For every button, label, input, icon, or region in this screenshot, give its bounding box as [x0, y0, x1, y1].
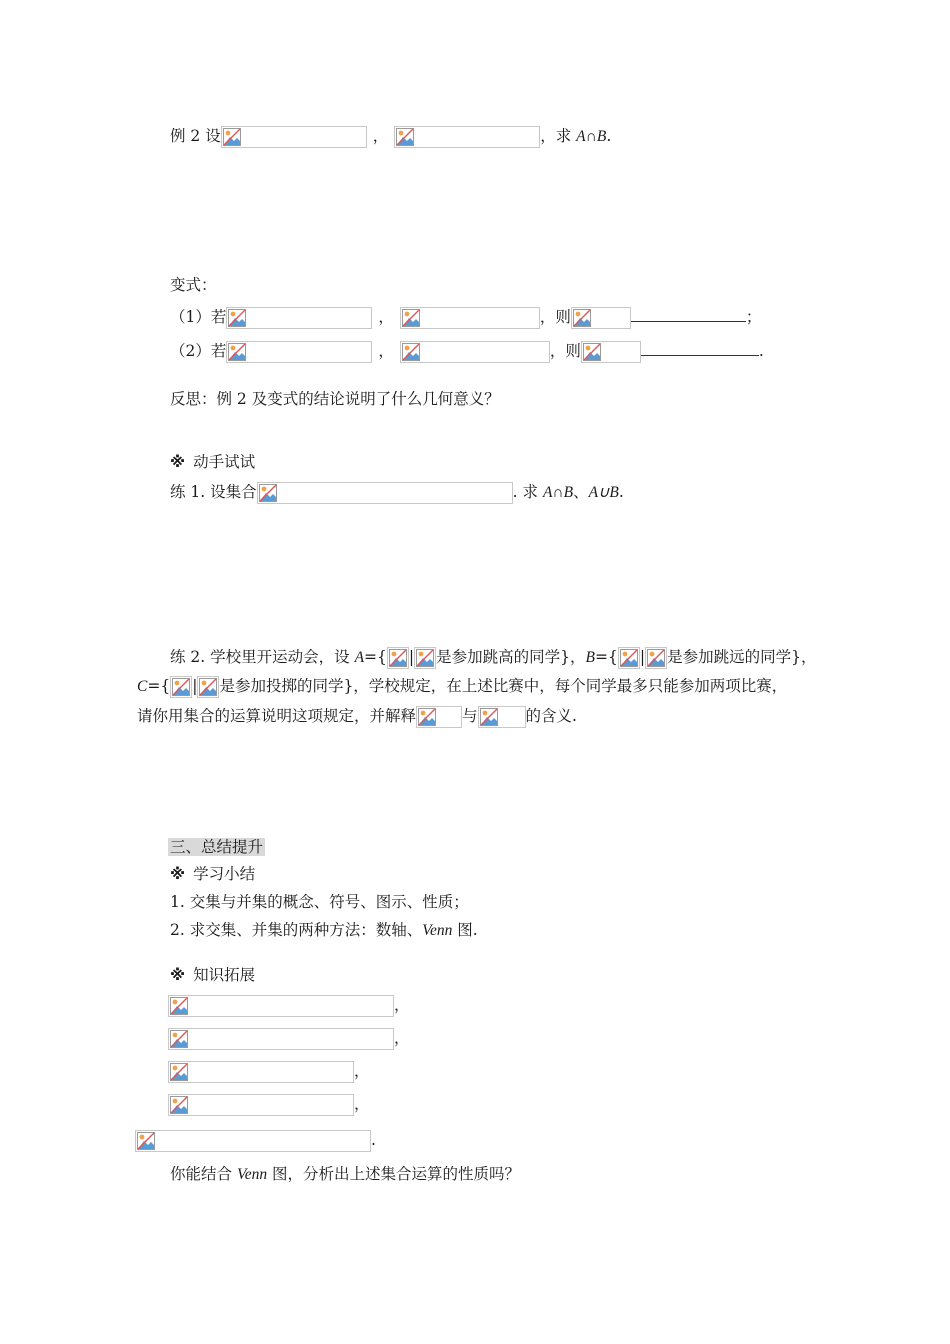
practice-2-question: 请你用集合的运算说明这项规定，并解释: [137, 707, 417, 725]
formula-image: [226, 307, 372, 329]
comma: ，: [394, 1029, 410, 1047]
set-a-desc: 是参加跳高的同学}，: [436, 648, 586, 666]
try-title: 动手试试: [193, 453, 256, 471]
variant-line-2: [170, 339, 764, 361]
comma: ，: [354, 1062, 370, 1080]
formula-image: [226, 341, 372, 363]
practice-1-prefix: 练 1. 设集合: [170, 483, 257, 501]
comma: ，: [372, 127, 389, 145]
broken-image-icon: [402, 309, 420, 327]
broken-image-icon: [620, 649, 638, 667]
union-expression: A∪B: [588, 484, 619, 501]
venn-word: Venn: [236, 1166, 268, 1183]
question-end: 图，分析出上述集合运算的性质吗？: [267, 1165, 521, 1183]
formula-image: [416, 706, 462, 728]
variant-1-prefix: （1）若: [170, 308, 227, 326]
extension-title: 知识拓展: [193, 966, 256, 984]
period: .: [371, 1131, 376, 1149]
formula-image: [414, 647, 436, 669]
reflection: 反思：例 2 及变式的结论说明了什么几何意义？: [170, 390, 500, 408]
broken-image-icon: [228, 343, 246, 361]
formula-image: [394, 126, 540, 148]
broken-image-icon: [170, 1030, 188, 1048]
summary-item-2-text: 2. 求交集、并集的两种方法：数轴、: [170, 921, 423, 939]
example-2-line: [170, 125, 611, 147]
practice-2-line-3: [137, 705, 577, 727]
formula-image: [571, 307, 631, 329]
set-bar: |: [408, 648, 415, 666]
semicolon: ；: [745, 308, 762, 326]
set-open: ={: [594, 648, 618, 666]
comma: ，: [354, 1095, 370, 1113]
reference-mark: ※: [170, 865, 186, 883]
variant-title: 变式：: [170, 276, 217, 294]
broken-image-icon: [172, 678, 190, 696]
set-a: A: [354, 649, 365, 666]
broken-image-icon: [389, 649, 407, 667]
set-c: C: [137, 678, 148, 695]
formula-image: [168, 1028, 394, 1050]
extension-heading: [170, 964, 255, 986]
extension-formula-3: [168, 1060, 370, 1082]
broken-image-icon: [583, 343, 601, 361]
extension-formula-2: [168, 1027, 410, 1049]
extension-question: [170, 1163, 520, 1185]
answer-blank[interactable]: [631, 305, 746, 322]
practice-1-mid: . 求: [512, 483, 543, 501]
practice-2-line-2: [137, 675, 787, 697]
formula-image: [478, 706, 526, 728]
venn-word: Venn: [422, 922, 453, 939]
comma: ，: [394, 996, 410, 1014]
extension-formula-4: [168, 1093, 370, 1115]
broken-image-icon: [259, 484, 277, 502]
broken-image-icon: [647, 649, 665, 667]
broken-image-icon: [418, 708, 436, 726]
variant-2-prefix: （2）若: [170, 342, 227, 360]
and-text: 与: [462, 707, 478, 725]
formula-image: [168, 1094, 354, 1116]
broken-image-icon: [170, 1063, 188, 1081]
section-3-heading: [168, 836, 265, 858]
practice-2-intro: 练 2. 学校里开运动会，设: [170, 648, 355, 666]
formula-image: [387, 647, 409, 669]
summary-heading: [170, 863, 255, 885]
try-heading: [170, 451, 255, 473]
example-2-prefix: 例 2 设: [170, 127, 221, 145]
broken-image-icon: [402, 343, 420, 361]
formula-image: [400, 341, 550, 363]
set-b-desc: 是参加跳远的同学}，: [667, 648, 817, 666]
section-3-title: 三、总结提升: [170, 838, 264, 856]
formula-image: [581, 341, 641, 363]
formula-image: [400, 307, 540, 329]
summary-title: 学习小结: [193, 865, 256, 883]
meaning-text: 的含义.: [525, 707, 577, 725]
broken-image-icon: [396, 128, 414, 146]
broken-image-icon: [480, 708, 498, 726]
broken-image-icon: [573, 309, 591, 327]
broken-image-icon: [137, 1132, 155, 1150]
set-open: ={: [147, 677, 171, 695]
formula-image: [168, 1061, 354, 1083]
broken-image-icon: [170, 997, 188, 1015]
formula-image: [197, 676, 219, 698]
period: .: [606, 127, 612, 145]
summary-item-2-end: 图.: [452, 921, 478, 939]
broken-image-icon: [223, 128, 241, 146]
summary-item-2: [170, 919, 478, 941]
variant-line-1: [170, 305, 761, 327]
broken-image-icon: [416, 649, 434, 667]
extension-formula-5: [135, 1129, 376, 1151]
formula-image: [168, 995, 394, 1017]
formula-image: [221, 126, 367, 148]
set-bar: |: [639, 648, 646, 666]
broken-image-icon: [199, 678, 217, 696]
formula-image: [170, 676, 192, 698]
example-2-suffix: ，求: [540, 127, 577, 145]
set-c-desc: 是参加投掷的同学}，学校规定，在上述比赛中，每个同学最多只能参加两项比赛，: [219, 677, 788, 695]
separator: 、: [573, 483, 589, 501]
period: .: [758, 342, 764, 360]
formula-image: [257, 482, 513, 504]
intersection-expression: A∩B: [576, 128, 607, 145]
comma: ，: [378, 308, 394, 326]
answer-blank[interactable]: [641, 339, 759, 356]
intersection-expression: A∩B: [542, 484, 574, 501]
practice-2-line-1: [170, 646, 816, 668]
period: .: [618, 483, 624, 501]
practice-1: [170, 481, 624, 503]
reference-mark: ※: [170, 966, 186, 984]
set-bar: |: [192, 677, 198, 695]
set-open: ={: [364, 648, 387, 666]
set-b: B: [585, 649, 595, 666]
then-text: ，则: [539, 308, 571, 326]
extension-formula-1: [168, 994, 410, 1016]
reference-mark: ※: [170, 453, 186, 471]
formula-image: [645, 647, 667, 669]
broken-image-icon: [228, 309, 246, 327]
comma: ，: [378, 342, 394, 360]
formula-image: [135, 1130, 371, 1152]
broken-image-icon: [170, 1096, 188, 1114]
formula-image: [618, 647, 640, 669]
summary-item-1: 1. 交集与并集的概念、符号、图示、性质；: [170, 893, 469, 911]
then-text: ，则: [549, 342, 581, 360]
question-start: 你能结合: [170, 1165, 237, 1183]
